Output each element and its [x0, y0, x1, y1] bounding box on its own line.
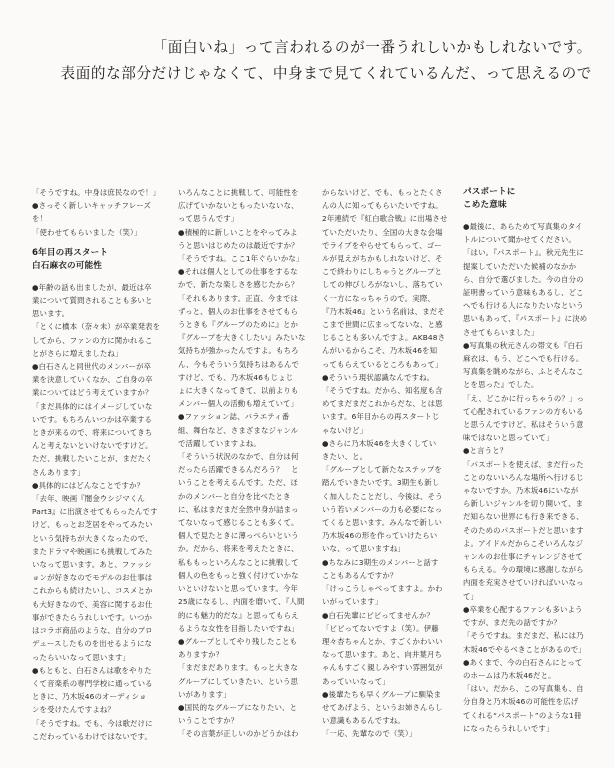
text-line: いうことですか？ [178, 716, 239, 726]
text-line: トルについて聞かせてください。 [463, 235, 576, 245]
text-line: きたい、と。 [322, 452, 368, 462]
headline-line-2: 表面的な部分だけじゃなくて、中身まで見てくれているんだ、って思えるので [60, 65, 592, 82]
text-line: いがっています」 [322, 597, 383, 607]
text-line: 「はい。『パスポート』。秋元先生に [463, 248, 584, 258]
text-line: 『グループを大きくしたい』みたいな [178, 333, 306, 343]
text-line: で活躍していますよね。 [178, 438, 261, 448]
text-line: はコラボ商品のような、自分のプロ [32, 626, 153, 636]
text-line: ●ちなみに3期生のメンバーと話す [322, 557, 439, 567]
text-line: 「けっこうしゃべってますよ。かわ [322, 584, 443, 594]
text-line: ●卒業を心配するファンも多いよう [463, 604, 583, 614]
text-line: 「そういう状況のなかで、自分は何 [178, 452, 299, 462]
text-line: いろんなことに挑戦して、可能性を [178, 188, 299, 197]
text-line: もらえる。今の環境に感謝しながら [463, 565, 584, 575]
text-line: すけど、でも、乃木坂46もじょじ [178, 372, 294, 382]
text-line: 「去年、映画『闇金ウシジマくん [32, 494, 145, 504]
text-line: せてあげよう、というお姉さんらし [322, 702, 443, 712]
text-line: を！ [32, 214, 48, 224]
text-line: ●後輩たちも早くグループに馴染ま [322, 689, 442, 699]
text-line: 味ではないと思っていて」 [463, 433, 554, 443]
text-line: か。だから、将来を考えたときに、 [178, 544, 299, 554]
text-line: ●積極的に新しいことをやってみよ [178, 227, 298, 237]
text-line: してから、ファンの方に関かれるこ [32, 335, 153, 345]
text-line: 『乃木坂46』という名前は、まだそ [322, 306, 445, 316]
text-line: ことのないいろんな場所へ行けるじ [463, 472, 584, 482]
text-line: 事ができたらうれしいです。いつか [32, 612, 153, 622]
text-line: ゃないけど」 [322, 425, 368, 435]
text-line: 写真集を眺めながら、ふとそんなこ [463, 367, 584, 377]
article-column-3 [322, 186, 450, 766]
text-line: ゃないですか。乃木坂46にいなが [463, 486, 579, 496]
text-line: ●白石先輩にビビってませんか？ [322, 610, 435, 620]
text-line: ●ファッション誌、バラエティ番 [178, 412, 290, 422]
text-line: 思います。 [32, 309, 70, 319]
text-line: も大好きなので、美容に関するお仕 [32, 599, 153, 609]
text-line: これからも続けたいし、コスメとか [32, 586, 153, 596]
text-line: 提案していただいた候補のなかか [463, 261, 577, 271]
text-line: 「そうですね。だから、知名度も含 [322, 386, 443, 396]
text-line: ときが来るので、将来についてきち [32, 428, 153, 438]
text-line: さんあります」 [32, 467, 85, 477]
text-line: 思いもあって、『パスポート』に決め [463, 314, 588, 324]
text-line: 「とくに橋本（奈々未）が卒業発表を [32, 322, 160, 332]
text-line: んの人に知ってもらいたいですね。 [322, 201, 443, 211]
text-line: 私ももっといろんなことに挑戦して [178, 557, 299, 567]
text-line: ●国民的なグループになりたい、と [178, 702, 298, 712]
text-line: よ。アイドルだからこそいろんなジ [463, 538, 583, 548]
text-line: かのメンバーと自分を比べたとき [178, 491, 291, 501]
text-line: ャンルのお仕事にチャレンジさせて [463, 552, 583, 562]
text-line: ンを受けたんですよね？ [32, 705, 115, 715]
text-line: 「そうですね。ここ1年ぐらいかな」 [178, 254, 304, 264]
text-line: ただ、挑戦したいことが、まだたく [32, 454, 153, 464]
paragraph-gap [32, 273, 160, 281]
text-line: うときも『グループのために』とか [178, 320, 299, 330]
text-line: なって思います。あと、向井葉月ち [322, 650, 443, 660]
text-line: と思うんですけど、私はそういう意 [463, 420, 584, 430]
text-line: るような女性を目指したいですね」 [178, 623, 299, 633]
text-line: 理々杏ちゃんとか、すごくかわいい [322, 636, 443, 646]
text-line: 組、舞台など、さまざまなジャンル [178, 425, 299, 435]
text-line: てないなって感じることも多くて。 [178, 518, 299, 528]
text-line: メンバー個人の活動も増えていて」 [178, 399, 299, 409]
text-line: い意識もあるんですね。 [322, 716, 405, 726]
text-line: ずっと、個人のお仕事をさせてもら [178, 306, 299, 316]
text-line: 「え、どこかに行っちゃうの？」っ [463, 393, 585, 403]
text-line: てくると思います。みんなで新しい [322, 518, 443, 528]
text-line: 乃木坂46の形を作っていけたらい [322, 531, 438, 541]
text-line: ん、今もそういう気持ちはあるんで [178, 359, 300, 369]
text-line: めてまだまだこれからだな、とは思 [322, 399, 443, 409]
text-line: からないけど、でも、もっとたくさ [322, 188, 443, 197]
text-line: んと考えないといけないですけど。 [32, 441, 153, 451]
text-line: ●さっそく新しいキャッチフレーズ [32, 201, 152, 211]
text-line: いといけないと思っています。今年 [178, 584, 299, 594]
text-line: 踏んでいきたいです。3期生も新し [322, 478, 440, 488]
text-line: させてもらいました」 [463, 327, 539, 337]
text-line: 「はい。だから、この写真集も、自 [463, 684, 584, 694]
article-column-4 [463, 186, 591, 766]
text-line: ょに大きくなってきて、以前よりも [178, 386, 299, 396]
text-line: デュースしたものを出せるようにな [32, 639, 153, 649]
text-line: こともあるんですか？ [322, 570, 398, 580]
text-line: 個人の色をもっと強く付けていかな [178, 570, 299, 580]
text-line: だ知らない世界にも行き来できる、 [463, 512, 584, 522]
text-line: でライブをやらせてもらって、ゴー [322, 240, 442, 250]
text-line: とを思った』でした。 [463, 380, 539, 390]
text-line: ●と言うと？ [463, 446, 508, 456]
text-line: 分自身と乃木坂46の可能性を広げ [463, 697, 579, 707]
text-line: て心配されているファンの方もいる [463, 406, 584, 416]
text-line: ですが、まだ先の話ですか？ [463, 618, 562, 628]
text-line: くて音楽系の専門学校に通っている [32, 678, 153, 688]
article-column-1 [32, 186, 160, 766]
section-heading: こめた意味 [463, 200, 507, 210]
text-line: ョンが好きなのでモデルのお仕事は [32, 573, 153, 583]
text-line: またドラマや映画にも挑戦してみた [32, 546, 153, 556]
text-line: 「パスポートを使えば、まだ行った [463, 459, 584, 469]
text-line: ●最後に、あらためて写真集のタイ [463, 222, 583, 231]
text-line: ルが見えがちかもしれないけど、そ [322, 254, 443, 264]
text-line: 木坂46でやるべきことがあるので」 [463, 644, 586, 654]
text-line: 「それもあります。正直、今までは [178, 293, 299, 303]
text-line: になったらうれしいです」 [463, 723, 554, 733]
text-line: 「一応、先輩なので（笑）」 [322, 729, 417, 739]
text-line: ていただいたり、全国の大きな会場 [322, 227, 443, 237]
text-line: じることも多いんですよ。AKB48さ [322, 333, 446, 343]
text-line: く一方になっちゃうので。実際、 [322, 293, 435, 303]
text-line: グループにしていきたい、という思 [178, 676, 299, 686]
text-line: とがさらに増えましたね」 [32, 348, 123, 358]
text-line: いなって思います。あと、ファッシ [32, 560, 152, 570]
text-line: ら、自分で選びました。今の自分の [463, 274, 584, 284]
text-line: って思うんです」 [178, 214, 239, 224]
text-line: ●もともと、白石さんは歌をやりた [32, 665, 152, 675]
text-line: ●白石さんと同世代のメンバーが卒 [32, 362, 152, 372]
text-line: 「まだまだあります。もっと大きな [178, 663, 299, 673]
paragraph-gap [32, 239, 160, 247]
text-line: ってもらえているところもあって」 [322, 359, 443, 369]
text-line: こだわっているわけではないです。 [32, 731, 152, 741]
text-line: ●あくまで、今の白石さんにとって [463, 657, 583, 667]
text-line: 「そうですね。でも、今は歌だけに [32, 718, 153, 728]
text-line: ●グループとしてやり残したことも [178, 636, 298, 646]
text-line: のホームは乃木坂46だと。 [463, 670, 556, 680]
text-line: 「まだ具体的にはイメージしていな [32, 401, 153, 411]
text-line: ら新しいジャンルを切り開いて、ま [463, 499, 584, 509]
text-line: 25歳になるし、内面を磨いて、『人間 [178, 597, 305, 607]
text-line: く加入したことだし、今後は、そう [322, 491, 443, 501]
text-line: 業について質問されることも多いと [32, 296, 153, 306]
text-line: ときに、乃木坂46のオーディショ [32, 692, 147, 702]
text-line: てくれる“パスポート”のような1冊 [463, 710, 582, 720]
text-line: 「そうですね。まだまだ、私には乃 [463, 631, 584, 641]
text-line: ●さらに乃木坂46を大きくしてい [322, 438, 437, 448]
text-line: いがあります」 [178, 689, 231, 699]
text-line: いな、って思いますね」 [322, 544, 405, 554]
text-line: ゃんもすごく親しみやすい雰囲気が [322, 663, 443, 673]
article-column-2 [178, 186, 306, 766]
text-line: こで終わりにしちゃうとグループと [322, 267, 443, 277]
text-line: こまで世間に広まってないな、と感 [322, 320, 443, 330]
text-line: 「使わせてもらいました（笑）」 [32, 227, 142, 237]
text-line: に、私はまだまだ全然中身が詰まっ [178, 504, 299, 514]
text-line: 証明書っていう意味もあるし、どこ [463, 288, 584, 298]
text-line: 業を決意していくなか、ご自身の卒 [32, 375, 153, 385]
text-line: かで、新たな楽しさを感じたから？ [178, 280, 299, 290]
text-line: 業についてはどう考えていますか？ [32, 388, 153, 398]
section-heading: 6年目の再スタート [32, 247, 109, 258]
text-line: 「その言葉が正しいのかどうかはわ [178, 729, 299, 739]
text-line: ●それは個人としての仕事をするな [178, 267, 298, 277]
text-line: いう若いメンバーの力も必要になっ [322, 504, 443, 514]
text-line: あっていいなって」 [322, 676, 390, 686]
text-line: いです。もちろんいつかは卒業する [32, 414, 153, 424]
text-line: いうことを考えるんです。ただ、ほ [178, 478, 299, 488]
text-line: Part3』に出演させてもらったんです [32, 507, 158, 517]
text-line: ●写真集の秋元さんの帯文も『白石 [463, 340, 583, 350]
text-line: ●具体的にはどんなことですか？ [32, 480, 145, 490]
text-line: しての伸びしろがないし、落ちてい [322, 280, 443, 290]
text-line: んがいるからこそ、乃木坂46を知 [322, 346, 438, 356]
text-line: うと思いはじめたのは最近ですか？ [178, 240, 299, 250]
text-line: 内面を充実させていければいいなっ [463, 578, 584, 588]
text-line: ったらいいなって思います」 [32, 652, 131, 662]
text-line: 「ビビってないですよ（笑）。伊藤 [322, 623, 439, 633]
text-line: へでも行ける人になりたいなという [463, 301, 584, 311]
text-line: て」 [463, 591, 479, 601]
text-line: ●そういう現状認識なんですね。 [322, 372, 435, 382]
text-line: けど、もっとお芝居をやってみたい [32, 520, 153, 530]
text-line: 広げていかないともったいないな、 [178, 201, 299, 211]
paragraph-gap [463, 212, 591, 220]
text-line: 気持ちが強かったんですよ。もちろ [178, 346, 299, 356]
text-line: います。6年目からの再スタートじ [322, 412, 440, 422]
section-heading: 白石麻衣の可能性 [32, 260, 102, 271]
text-line: そのためのパスポートだと思います [463, 525, 584, 535]
text-line: 麻衣は、もう、どこへでも行ける。 [463, 354, 584, 364]
section-heading: パスポートに [463, 187, 516, 197]
text-line: 「グループとして新たなステップを [322, 465, 442, 475]
text-line: ●年齢の話も出ましたが、最近は卒 [32, 282, 152, 292]
headline-line-1: 「面白いね」って言われるのが一番うれしいかもしれないです。 [152, 39, 592, 56]
text-line: だったら活躍できるんだろう？ と [178, 465, 299, 475]
text-line: 的にも魅力的だな』と思ってもらえ [178, 610, 299, 620]
text-line: 個人で見たときに薄っぺらいという [178, 531, 299, 541]
text-line: という気持ちが大きくなったので、 [32, 533, 153, 543]
text-line: 「そうですね。中身は庶民なので！」 [32, 188, 160, 197]
text-line: 2年連続で『紅白歌合戦』に出場させ [322, 214, 448, 224]
text-line: ありますか？ [178, 650, 224, 660]
